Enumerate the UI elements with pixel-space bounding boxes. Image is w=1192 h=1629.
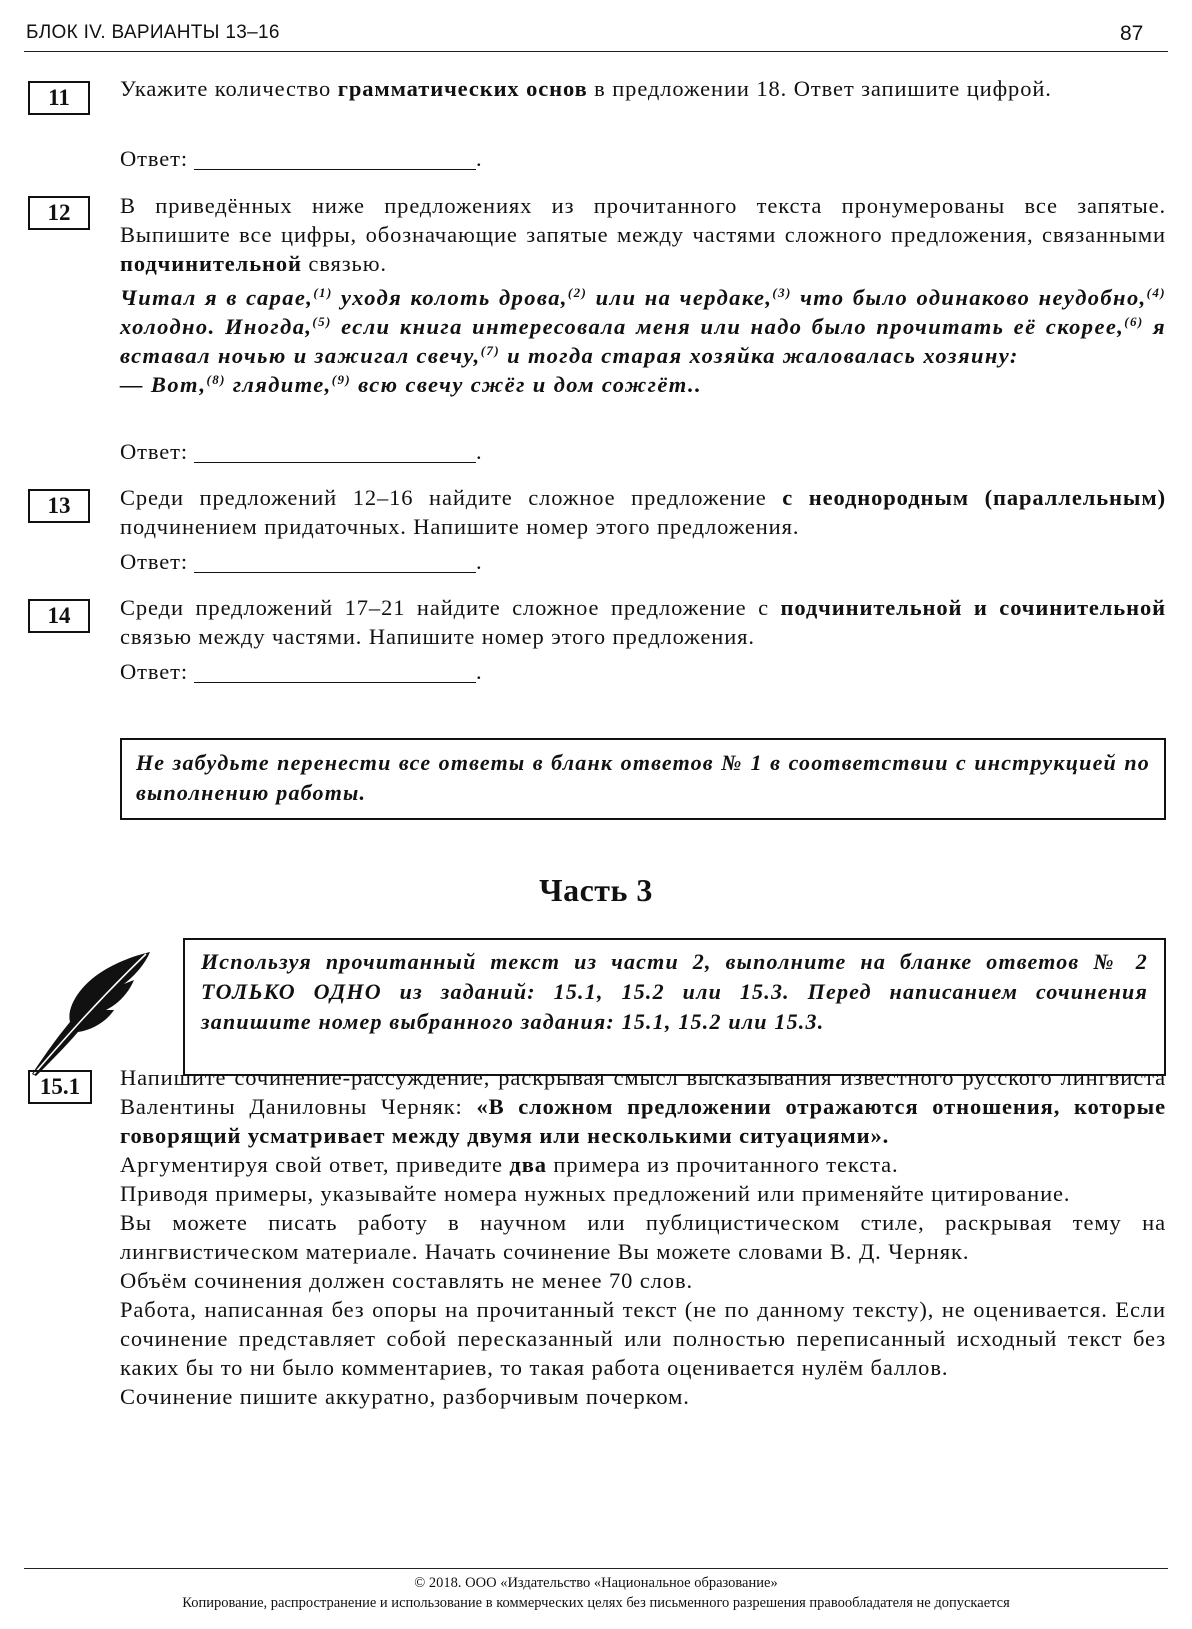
page-number: 87: [1120, 22, 1144, 45]
task-14-text: Среди предложений 17–21 найдите сложное предложение с подчинительной и сочинительной связью между частями. Напишите номер этого предложения.: [120, 595, 1166, 649]
reminder-box: Не забудьте перенести все ответы в бланк ответов № 1 в соответствии с инструкцией по выполнению работы.: [120, 738, 1166, 820]
part-3-title: Часть 3: [539, 872, 653, 908]
task-13-answer[interactable]: Ответ: .: [120, 549, 483, 574]
running-header: БЛОК IV. ВАРИАНТЫ 13–16: [26, 22, 280, 43]
task-12-answer[interactable]: Ответ: .: [120, 439, 483, 464]
footer-copyright: © 2018. ООО «Издательство «Национальное образование»: [414, 1575, 778, 1591]
task-11-text: Укажите количество грамматических основ в предложении 18. Ответ запишите цифрой.: [120, 76, 1052, 101]
header-rule: [24, 51, 1168, 52]
task-number-11: 11: [28, 81, 90, 115]
part-3-instruction: Используя прочитанный текст из части 2, выполните на бланке ответов № 2 ТОЛЬКО ОДНО из заданий: 15.1, 15.2 или 15.3. Перед написанием сочинения запишите номер выбранного задания: 15.1, 15.2 или 15.3.: [183, 938, 1166, 1076]
task-14-answer[interactable]: Ответ: .: [120, 659, 483, 684]
task-number-13: 13: [28, 489, 90, 523]
feather-icon: [26, 946, 154, 1078]
task-12-example: Читал я в сарае,$^{(1)}$ уходя колоть дрова,$^{(2)}$ или на чердаке,$^{(3)}$ что было одинаково неудобно,$^{(4)}$ холодно. Иногда,$^{(5)}$ если книга интересовала меня или надо было прочитать её скорее,$^{(6)}$ я вставал ночью и зажигал свечу,$^{(7)}$ и тогда старая хозяйка жаловалась хозяину:: [120, 285, 1166, 368]
task-12-example-dialogue: — Вот,$^{(8)}$ глядите,$^{(9)}$ всю свечу сжёг и дом сожгёт..: [120, 372, 702, 397]
task-15-1-text: Напишите сочинение-рассуждение, раскрывая смысл высказывания известного русского лингвиста Валентины Даниловны Черняк: «В сложном предложении отражаются отношения, которые говорящий усматривает между двумя или несколькими ситуациями». Аргументируя свой ответ, приведите два примера из прочитанного текста. Приводя примеры, указывайте номера нужных предложений или применяйте цитирование. Вы можете писать работу в научном или публицистическом стиле, раскрывая тему на лингвистическом материале. Начать сочинение Вы можете словами В. Д. Черняк. Объём сочинения должен составлять не менее 70 слов. Работа, написанная без опоры на прочитанный текст (не по данному тексту), не оценивается. Если сочинение представляет собой пересказанный или полностью переписанный исходный текст без каких бы то ни было комментариев, то такая работа оценивается нулём баллов. Сочинение пишите аккуратно, разборчивым почерком.: [120, 1065, 1166, 1409]
footer-rule: [24, 1568, 1168, 1569]
task-11-answer[interactable]: Ответ: .: [120, 146, 483, 171]
task-number-15-1: 15.1: [28, 1070, 92, 1104]
task-number-12: 12: [28, 196, 90, 230]
footer-notice: Копирование, распространение и использование в коммерческих целях без письменного разрешения правообладателя не допускается: [182, 1595, 1010, 1611]
task-13-text: Среди предложений 12–16 найдите сложное предложение с неоднородным (параллельным) подчинением придаточных. Напишите номер этого предложения.: [120, 485, 1166, 539]
task-12-text: В приведённых ниже предложениях из прочитанного текста пронумерованы все запятые. Выпишите все цифры, обозначающие запятые между частями сложного предложения, связанными подчинительной связью. Читал я в сарае,$^{(1)}$ уходя колоть дрова,$^{(2)}$ или на чердаке,$^{(3)}$ что было одинаково неудобно,$^{(4)}$ холодно. Иногда,$^{(5)}$ если книга интересовала меня или надо было прочитать её скорее,$^{(6)}$ я вставал ночью и зажигал свечу,$^{(7)}$ и тогда старая хозяйка жаловалась хозяину: — Вот,$^{(8)}$ глядите,$^{(9)}$ всю свечу сжёг и дом сожгёт..: [120, 193, 1166, 397]
task-number-14: 14: [28, 599, 90, 633]
